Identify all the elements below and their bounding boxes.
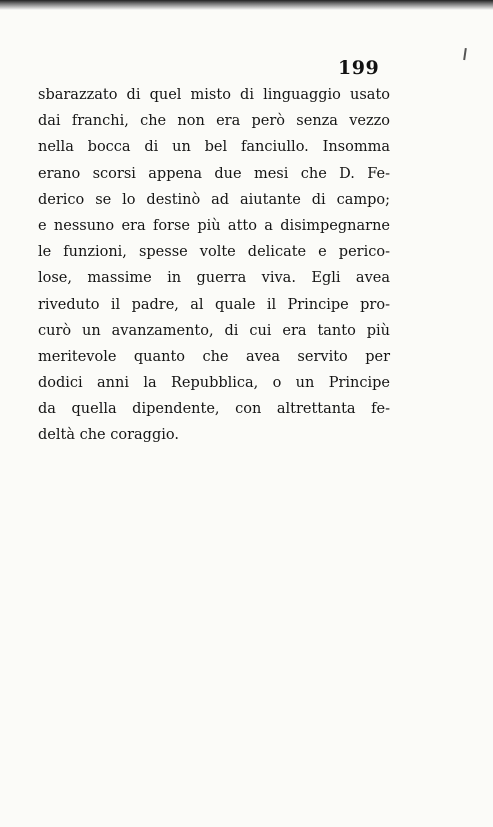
- text-line: e nessuno era forse più atto a disimpegnarne: [38, 217, 390, 234]
- body-text: [38, 82, 390, 449]
- page-number: 199: [338, 57, 380, 79]
- page-edge-shadow: [0, 0, 493, 10]
- text-line: meritevole quanto che avea servito per: [38, 348, 390, 365]
- text-line: derico se lo destinò ad aiutante di campo;: [38, 191, 390, 208]
- text-line: sbarazzato di quel misto di linguaggio usato: [38, 87, 390, 103]
- text-line: riveduto il padre, al quale il Principe pro-: [38, 296, 390, 313]
- text-line: dodici anni la Repubblica, o un Principe: [38, 375, 390, 392]
- text-line: deltà che coraggio.: [38, 427, 179, 444]
- margin-mark: [463, 48, 466, 60]
- text-line: lose, massime in guerra viva. Egli avea: [38, 270, 390, 287]
- text-line: erano scorsi appena due mesi che D. Fe-: [38, 165, 390, 182]
- text-line: dai franchi, che non era però senza vezzo: [38, 113, 390, 130]
- text-line: le funzioni, spesse volte delicate e perico-: [38, 244, 390, 261]
- text-line: nella bocca di un bel fanciullo. Insomma: [38, 139, 390, 156]
- text-line: da quella dipendente, con altrettanta fe-: [38, 401, 390, 418]
- text-line: curò un avanzamento, di cui era tanto più: [38, 322, 390, 339]
